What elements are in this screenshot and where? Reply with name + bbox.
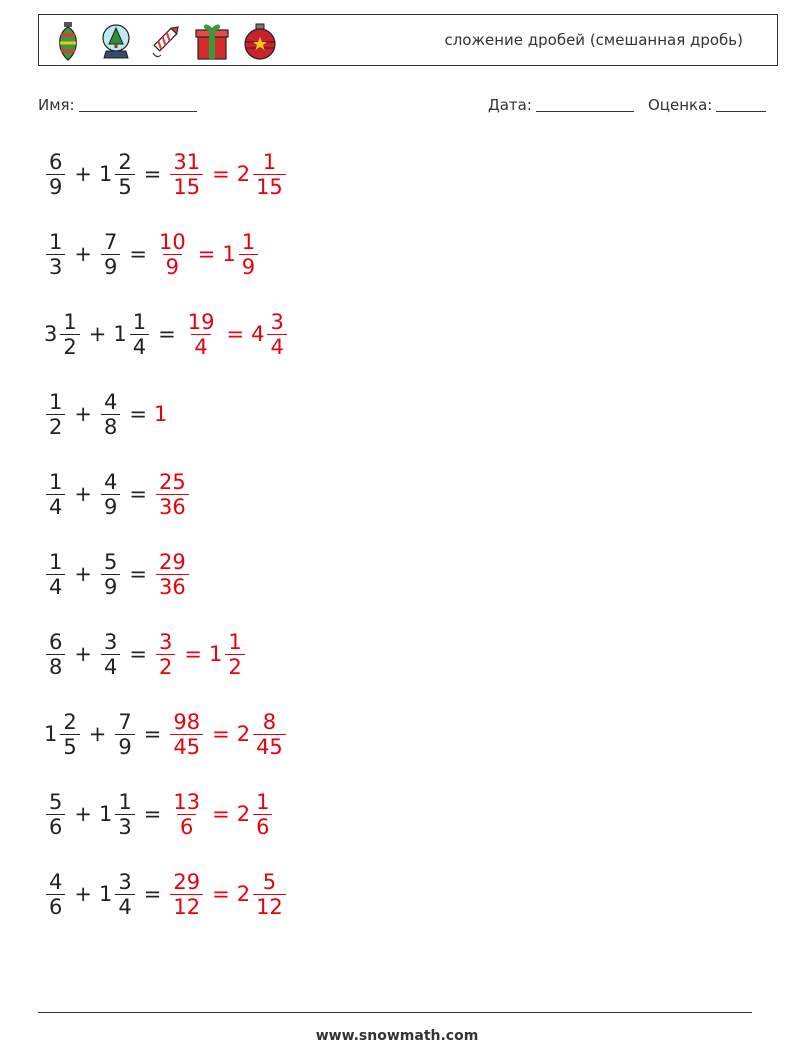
- addend-b: [113, 710, 136, 759]
- worksheet-header: [38, 14, 778, 66]
- addend-a-numerator: 1: [49, 229, 63, 254]
- addend-b: [99, 870, 137, 919]
- addend-b-fraction: [115, 150, 134, 199]
- addend-b-fraction: [101, 230, 120, 279]
- addend-b: [99, 550, 122, 599]
- answer: [154, 630, 247, 679]
- answer-mixed-numerator: 1: [262, 149, 277, 174]
- plus-sign: +: [74, 482, 92, 506]
- answer-mixed-whole: 2: [236, 722, 251, 746]
- addend-b-whole: 1: [113, 322, 127, 346]
- addend-a-fraction: [46, 550, 65, 599]
- answer-improper-denominator: 4: [191, 334, 210, 359]
- answer-improper: [168, 710, 205, 759]
- addend-b-fraction: [115, 710, 134, 759]
- answer-improper-numerator: 29: [173, 869, 201, 894]
- answer-mixed-fraction: [267, 310, 286, 359]
- addend-b-denominator: 8: [101, 414, 120, 439]
- addend-a-denominator: 6: [46, 814, 65, 839]
- addend-a: [44, 550, 67, 599]
- date-line[interactable]: [536, 95, 634, 112]
- addend-b: [99, 390, 122, 439]
- addend-b-fraction: [101, 550, 120, 599]
- addend-b-denominator: 9: [101, 574, 120, 599]
- grade-label: Оценка:: [648, 96, 713, 114]
- answer-mixed-whole: 2: [236, 802, 251, 826]
- christmas-ball-icon: [241, 21, 279, 61]
- addend-b: [99, 630, 122, 679]
- answer-mixed-fraction: [253, 790, 272, 839]
- answer-mixed-denominator: 9: [239, 254, 258, 279]
- addend-b-denominator: 4: [130, 334, 149, 359]
- addend-b-numerator: 3: [103, 629, 118, 654]
- answer-improper-denominator: 15: [170, 174, 203, 199]
- addend-b-numerator: 7: [118, 709, 132, 734]
- addend-a-whole: 1: [44, 722, 58, 746]
- addend-b-numerator: 3: [118, 869, 132, 894]
- answer-mixed: [237, 870, 288, 919]
- addend-a-denominator: 2: [60, 334, 79, 359]
- answer-improper: [154, 630, 177, 679]
- answer-mixed-denominator: 6: [253, 814, 272, 839]
- addend-b-fraction: [115, 870, 134, 919]
- answer-equals-sign: =: [226, 322, 245, 346]
- answer-mixed-denominator: 12: [253, 894, 286, 919]
- date-label: Дата:: [488, 96, 532, 114]
- answer-mixed: [222, 230, 260, 279]
- addend-a-denominator: 3: [46, 254, 65, 279]
- plus-sign: +: [74, 402, 92, 426]
- answer-improper-denominator: 45: [170, 734, 203, 759]
- equals-sign: =: [129, 482, 147, 506]
- answer-equals-sign: =: [184, 642, 202, 666]
- name-line[interactable]: [79, 95, 197, 112]
- grade-line[interactable]: [716, 95, 766, 112]
- answer-mixed-fraction: [253, 150, 286, 199]
- addend-a-numerator: 6: [49, 149, 63, 174]
- answer: [154, 550, 191, 599]
- answer-mixed-whole: 4: [251, 322, 265, 346]
- answer-mixed-whole: 1: [208, 642, 223, 666]
- answer-mixed-denominator: 2: [225, 654, 244, 679]
- addend-a: [44, 630, 67, 679]
- equals-sign: =: [158, 322, 176, 346]
- answer-improper-fraction: [170, 710, 203, 759]
- addend-a: [44, 470, 67, 519]
- answer-improper-numerator: 19: [187, 309, 215, 334]
- equals-sign: =: [143, 882, 162, 906]
- addend-b-numerator: 2: [118, 149, 132, 174]
- addend-b-whole: 1: [98, 802, 113, 826]
- gift-box-icon: [193, 21, 231, 61]
- answer-mixed: [209, 630, 247, 679]
- answer-mixed: [237, 710, 288, 759]
- answer-mixed: [237, 790, 275, 839]
- addend-b-fraction: [115, 790, 134, 839]
- addend-b: [99, 790, 137, 839]
- name-field[interactable]: [38, 95, 197, 114]
- plus-sign: +: [74, 562, 92, 586]
- answer-mixed-denominator: 45: [253, 734, 286, 759]
- addend-b: [99, 150, 137, 199]
- addend-a-denominator: 6: [46, 894, 65, 919]
- answer-improper-fraction: [156, 470, 189, 519]
- answer-improper-denominator: 6: [177, 814, 196, 839]
- answer: [168, 710, 287, 759]
- answer-equals-sign: =: [197, 242, 216, 266]
- addend-a-numerator: 6: [49, 629, 63, 654]
- grade-field[interactable]: [648, 95, 766, 114]
- answer-mixed-denominator: 15: [253, 174, 286, 199]
- problem-row: [44, 862, 288, 926]
- plus-sign: +: [74, 162, 92, 186]
- answer-improper: [168, 870, 205, 919]
- addend-b-fraction: [101, 630, 120, 679]
- addend-a-whole: 3: [44, 322, 58, 346]
- problem-row: [44, 702, 288, 766]
- addend-a-numerator: 5: [49, 789, 63, 814]
- problem-row: [44, 142, 288, 206]
- answer-improper: [168, 790, 205, 839]
- addend-a-numerator: 2: [63, 709, 77, 734]
- answer-improper-denominator: 12: [170, 894, 203, 919]
- plus-sign: +: [88, 722, 107, 746]
- answer-improper: [154, 550, 191, 599]
- answer-improper-fraction: [170, 150, 203, 199]
- addend-b-denominator: 9: [115, 734, 134, 759]
- answer: [154, 402, 167, 426]
- answer: [168, 870, 287, 919]
- problem-row: [44, 542, 191, 606]
- answer-mixed-numerator: 3: [270, 309, 284, 334]
- addend-b-denominator: 5: [115, 174, 134, 199]
- name-label: Имя:: [38, 96, 75, 114]
- addend-a: [44, 230, 67, 279]
- addend-b-numerator: 7: [103, 229, 118, 254]
- addend-a-denominator: 9: [46, 174, 65, 199]
- problem-row: [44, 382, 167, 446]
- answer-improper-numerator: 25: [158, 469, 186, 494]
- answer-mixed-whole: 2: [236, 162, 251, 186]
- addend-b-whole: 1: [98, 162, 113, 186]
- equals-sign: =: [129, 402, 147, 426]
- answer: [168, 790, 274, 839]
- equals-sign: =: [129, 562, 147, 586]
- plus-sign: +: [74, 802, 92, 826]
- answer: [183, 310, 289, 359]
- answer-improper-denominator: 2: [156, 654, 175, 679]
- addend-a: [44, 390, 67, 439]
- addend-a-fraction: [60, 310, 79, 359]
- answer-improper-denominator: 36: [156, 494, 189, 519]
- addend-b-numerator: 4: [103, 389, 118, 414]
- date-field[interactable]: [488, 95, 634, 114]
- answer-improper-fraction: [170, 790, 203, 839]
- answer-mixed: [251, 310, 289, 359]
- answer-improper-denominator: 36: [156, 574, 189, 599]
- problem-row: [44, 222, 260, 286]
- addend-a: [44, 310, 82, 359]
- answer: [154, 230, 260, 279]
- addend-b-denominator: 9: [101, 254, 120, 279]
- answer-improper-fraction: [156, 630, 175, 679]
- answer: [154, 470, 191, 519]
- answer-mixed-numerator: 8: [262, 709, 277, 734]
- addend-a-fraction: [46, 150, 65, 199]
- answer-improper-fraction: [170, 870, 203, 919]
- addend-a-fraction: [46, 470, 65, 519]
- answer-improper: [183, 310, 220, 359]
- plus-sign: +: [74, 642, 92, 666]
- answer-mixed-fraction: [253, 710, 286, 759]
- addend-a-denominator: 4: [46, 574, 65, 599]
- footer-divider: [38, 1012, 752, 1013]
- equals-sign: =: [143, 722, 162, 746]
- addend-a-fraction: [46, 790, 65, 839]
- addend-b-denominator: 3: [115, 814, 134, 839]
- answer-improper: [154, 470, 191, 519]
- snow-globe-icon: [97, 21, 135, 61]
- answer-equals-sign: =: [212, 802, 230, 826]
- answer-improper-numerator: 13: [173, 789, 201, 814]
- answer-improper-numerator: 29: [158, 549, 186, 574]
- answer-mixed-fraction: [239, 230, 258, 279]
- answer-mixed-numerator: 1: [241, 229, 256, 254]
- answer-mixed-fraction: [225, 630, 244, 679]
- answer-equals-sign: =: [212, 162, 230, 186]
- addend-b-whole: 1: [98, 882, 113, 906]
- addend-a-denominator: 5: [60, 734, 79, 759]
- problem-row: [44, 622, 247, 686]
- answer-improper-fraction: [185, 310, 218, 359]
- answer-equals-sign: =: [212, 722, 230, 746]
- answer-mixed-numerator: 5: [262, 869, 277, 894]
- answer-improper-numerator: 98: [173, 709, 201, 734]
- plus-sign: +: [74, 882, 92, 906]
- answer-improper: [168, 150, 205, 199]
- addend-b-numerator: 4: [103, 469, 118, 494]
- answer-whole: 1: [153, 402, 168, 426]
- addend-a-denominator: 2: [46, 414, 65, 439]
- addend-b-fraction: [101, 390, 120, 439]
- answer-improper: [154, 230, 191, 279]
- footer-url: www.snowmath.com: [315, 1028, 479, 1044]
- addend-a-numerator: 1: [49, 549, 63, 574]
- addend-a: [44, 150, 67, 199]
- answer-mixed-fraction: [253, 870, 286, 919]
- problem-row: [44, 302, 289, 366]
- answer-improper-numerator: 31: [173, 149, 201, 174]
- addend-b-numerator: 1: [118, 789, 132, 814]
- rocket-firework-icon: [145, 21, 183, 61]
- problem-row: [44, 462, 191, 526]
- addend-a-fraction: [46, 230, 65, 279]
- answer-mixed: [237, 150, 288, 199]
- addend-a: [44, 710, 82, 759]
- answer: [168, 150, 287, 199]
- addend-a-fraction: [60, 710, 79, 759]
- addend-a: [44, 870, 67, 919]
- addend-b-denominator: 4: [101, 654, 120, 679]
- answer-improper-fraction: [156, 550, 189, 599]
- equals-sign: =: [143, 162, 162, 186]
- equals-sign: =: [129, 242, 147, 266]
- answer-mixed-whole: 2: [236, 882, 251, 906]
- addend-a-denominator: 8: [46, 654, 65, 679]
- addend-a-fraction: [46, 390, 65, 439]
- answer-mixed-whole: 1: [222, 242, 236, 266]
- worksheet-title: сложение дробей (смешанная дробь): [444, 31, 743, 49]
- addend-b-numerator: 5: [103, 549, 118, 574]
- answer-mixed-numerator: 1: [256, 789, 270, 814]
- addend-b: [99, 230, 122, 279]
- addend-b-denominator: 9: [101, 494, 120, 519]
- answer-improper-numerator: 10: [158, 229, 186, 254]
- addend-b-denominator: 4: [115, 894, 134, 919]
- answer-equals-sign: =: [212, 882, 230, 906]
- answer-improper-denominator: 9: [163, 254, 182, 279]
- answer-mixed-denominator: 4: [267, 334, 286, 359]
- answer-improper-numerator: 3: [158, 629, 173, 654]
- addend-a-numerator: 1: [49, 469, 63, 494]
- icon-strip: [49, 21, 279, 61]
- plus-sign: +: [74, 242, 92, 266]
- problem-row: [44, 782, 274, 846]
- answer-improper-fraction: [156, 230, 189, 279]
- addend-b-fraction: [101, 470, 120, 519]
- equals-sign: =: [129, 642, 147, 666]
- addend-a-fraction: [46, 630, 65, 679]
- plus-sign: +: [88, 322, 107, 346]
- equals-sign: =: [143, 802, 162, 826]
- addend-a-fraction: [46, 870, 65, 919]
- addend-b: [113, 310, 151, 359]
- addend-b-numerator: 1: [132, 309, 147, 334]
- addend-a: [44, 790, 67, 839]
- addend-a-numerator: 4: [49, 869, 63, 894]
- addend-a-numerator: 1: [49, 389, 63, 414]
- answer-mixed-numerator: 1: [228, 629, 242, 654]
- addend-a-denominator: 4: [46, 494, 65, 519]
- ornament-icon: [49, 21, 87, 61]
- addend-b: [99, 470, 122, 519]
- addend-b-fraction: [130, 310, 149, 359]
- addend-a-numerator: 1: [63, 309, 77, 334]
